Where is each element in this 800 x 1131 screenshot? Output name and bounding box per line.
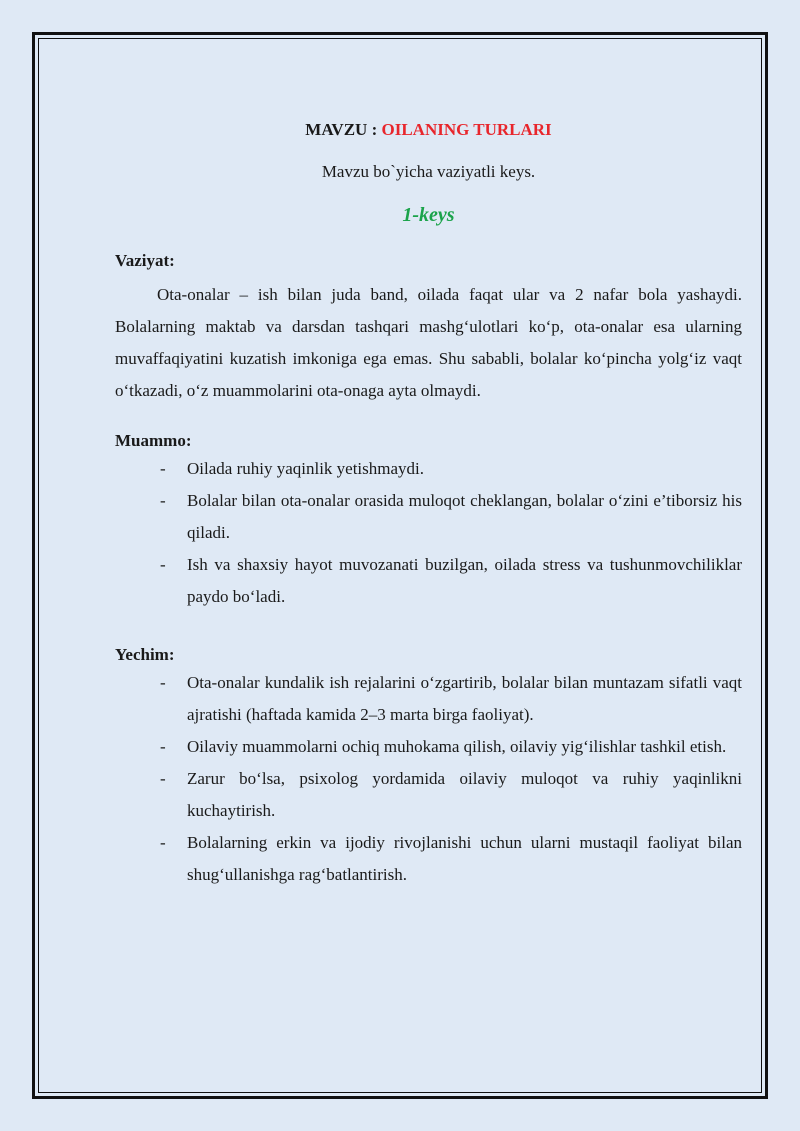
list-item-text: Ish va shaxsiy hayot muvozanati buzilgan, oilada stress va tushunmovchiliklar paydo bo‘ladi. <box>187 555 742 606</box>
list-marker: - <box>160 833 166 852</box>
subtitle: Mavzu bo`yicha vaziyatli keys. <box>321 162 536 181</box>
list-item-text: Ota-onalar kundalik ish rejalarini o‘zgartirib, bolalar bilan muntazam sifatli vaqt ajratishi (haftada kamida 2–3 marta birga faoliyat). <box>187 673 742 724</box>
problem-heading: Muammo: <box>115 431 192 450</box>
list-marker: - <box>160 491 166 510</box>
case-label: 1-keys <box>402 204 455 226</box>
list-marker: - <box>160 555 166 574</box>
list-item <box>160 763 742 827</box>
solution-heading: Yechim: <box>115 645 175 664</box>
list-item-text: Zarur bo‘lsa, psixolog yordamida oilaviy muloqot va ruhiy yaqinlikni kuchaytirish. <box>187 769 742 820</box>
title-topic: OILANING TURLARI <box>381 120 552 139</box>
list-marker: - <box>160 673 166 692</box>
list-item <box>160 827 742 891</box>
page-title <box>115 118 742 142</box>
problem-list <box>115 453 742 613</box>
list-item <box>160 453 742 485</box>
situation-heading: Vaziyat: <box>115 251 175 270</box>
title-prefix: MAVZU : <box>305 120 382 139</box>
list-item-text: Oilada ruhiy yaqinlik yetishmaydi. <box>187 459 425 478</box>
solution-list <box>115 667 742 891</box>
list-item <box>160 731 742 763</box>
list-item <box>160 485 742 549</box>
list-item-text: Bolalarning erkin va ijodiy rivojlanishi uchun ularni mustaqil faoliyat bilan shug‘ullanishga rag‘batlantirish. <box>187 833 742 884</box>
list-marker: - <box>160 769 166 788</box>
document-body <box>115 118 742 891</box>
list-item-text: Bolalar bilan ota-onalar orasida muloqot cheklangan, bolalar o‘zini e’tiborsiz his qiladi. <box>187 491 742 542</box>
situation-text: Ota-onalar – ish bilan juda band, oilada faqat ular va 2 nafar bola yashaydi. Bolalarning maktab va darsdan tashqari mashg‘ulotlari ko‘p, ota-onalar esa ularning muvaffaqiyatini kuzatish imkoniga ega emas. Shu sababli, bolalar ko‘pincha yolg‘iz vaqt o‘tkazadi, o‘z muammolarini ota-onaga ayta olmaydi. <box>115 285 742 400</box>
list-item-text: Oilaviy muammolarni ochiq muhokama qilish, oilaviy yig‘ilishlar tashkil etish. <box>187 737 727 756</box>
list-item <box>160 549 742 613</box>
list-marker: - <box>160 459 166 478</box>
list-marker: - <box>160 737 166 756</box>
list-item <box>160 667 742 731</box>
